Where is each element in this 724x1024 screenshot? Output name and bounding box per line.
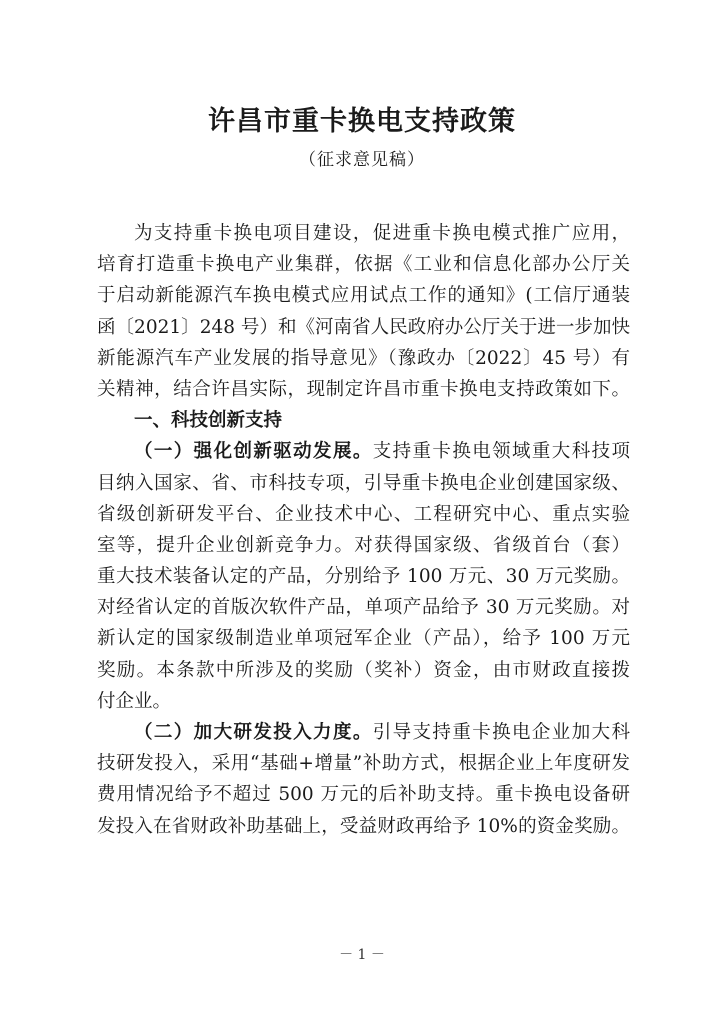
paragraph-line: 发投入在省财政补助基础上，受益财政再给予 10%的资金奖励。 [97, 815, 630, 837]
item-lead: （一）强化创新驱动发展。 [134, 441, 373, 463]
paragraph-line: 新认定的国家级制造业单项冠军企业（产品），给予 100 万元 [97, 628, 630, 650]
paragraph-line [97, 717, 630, 748]
section-heading: 一、科技创新支持 [134, 410, 283, 432]
intro-line: 新能源汽车产业发展的指导意见》（豫政办〔2022〕45 号）有 [97, 347, 630, 369]
document-body [97, 218, 630, 842]
intro-line: 于启动新能源汽车换电模式应用试点工作的通知》(工信厅通装 [97, 285, 630, 307]
paragraph-line: 目纳入国家、省、市科技专项，引导重卡换电企业创建国家级、 [97, 472, 630, 494]
paragraph-line: 省级创新研发平台、企业技术中心、工程研究中心、重点实验 [97, 503, 630, 525]
intro-line: 函〔2021〕248 号）和《河南省人民政府办公厅关于进一步加快 [97, 316, 630, 338]
item-lead: （二）加大研发投入力度。 [134, 722, 373, 743]
document-subtitle: （征求意见稿） [299, 150, 425, 170]
paragraph-line: 重大技术装备认定的产品，分别给予 100 万元、30 万元奖励。 [97, 566, 630, 588]
paragraph-line: 奖励。本条款中所涉及的奖励（奖补）资金，由市财政直接拨 [97, 659, 630, 681]
intro-line: 培育打造重卡换电产业集群，依据《工业和信息化部办公厅关 [97, 254, 630, 276]
paragraph-line: 费用情况给予不超过 500 万元的后补助支持。重卡换电设备研 [97, 784, 630, 806]
item-text: 支持重卡换电领域重大科技项 [372, 441, 630, 463]
page-number: － 1 － [339, 947, 385, 963]
paragraph-line [97, 436, 630, 467]
item-text: 引导支持重卡换电企业加大科 [372, 722, 630, 743]
document-title: 许昌市重卡换电支持政策 [208, 106, 516, 137]
paragraph-line: 技研发投入，采用“基础+增量”补助方式，根据企业上年度研发 [97, 753, 630, 775]
paragraph-line: 室等，提升企业创新竞争力。对获得国家级、省级首台（套） [97, 534, 630, 556]
paragraph-line: 付企业。 [97, 690, 172, 712]
intro-line: 关精神，结合许昌实际，现制定许昌市重卡换电支持政策如下。 [97, 378, 630, 400]
intro-line: 为支持重卡换电项目建设，促进重卡换电模式推广应用， [134, 223, 630, 244]
paragraph-line: 对经省认定的首版次软件产品，单项产品给予 30 万元奖励。对 [97, 597, 630, 619]
